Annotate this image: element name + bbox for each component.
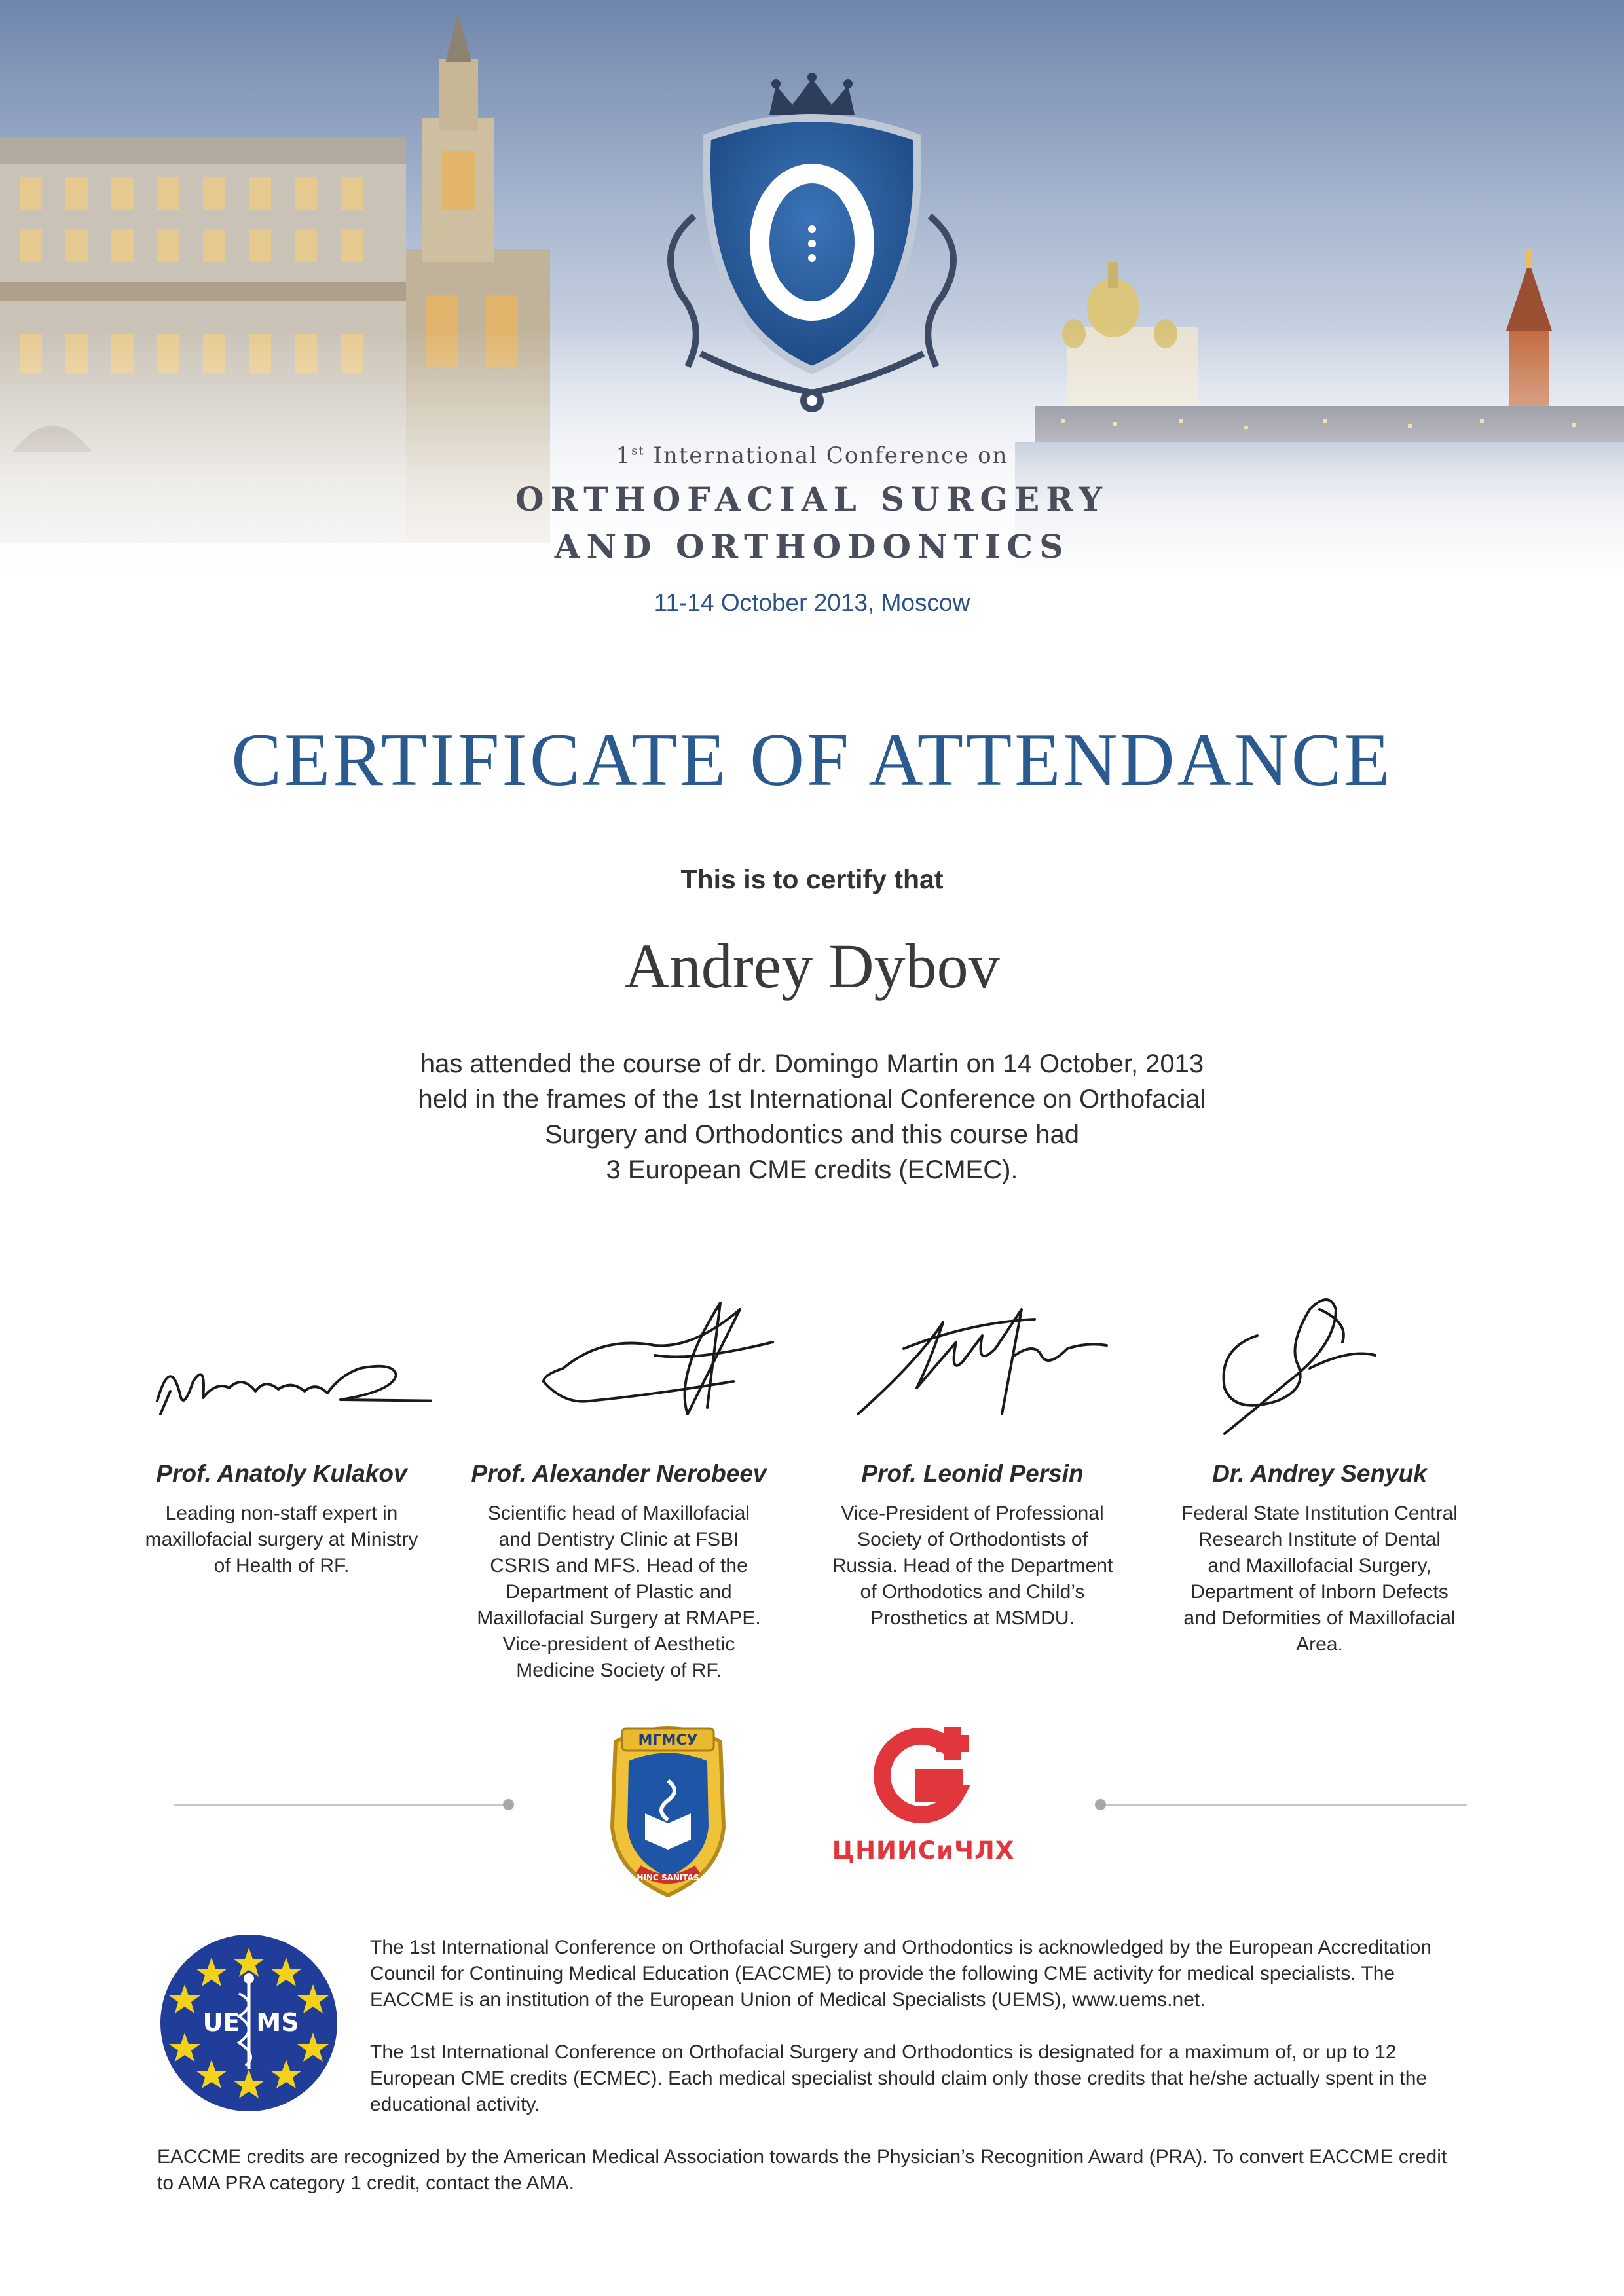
signatory-persin	[802, 1460, 1143, 1631]
msmdu-logo-top-text: МГМСУ	[638, 1732, 698, 1749]
description-line: Leading non-staff expert in	[165, 1503, 398, 1524]
conference-ordinal-suffix: st	[631, 444, 645, 458]
conference-intro-text: International Conference on	[653, 443, 1008, 469]
signature-nerobeev	[524, 1283, 812, 1440]
signatory-kulakov	[111, 1460, 452, 1579]
conference-ordinal: 1	[616, 443, 632, 469]
signature-senyuk	[1179, 1283, 1467, 1440]
footer-paragraph-2	[370, 2039, 1477, 2118]
description-line: Scientific head of Maxillofacial	[487, 1503, 750, 1524]
conference-title-line2: AND ORTHODONTICS	[554, 527, 1070, 566]
footer-line: The 1st International Conference on Orthofacial Surgery and Orthodontics is designated for a maximum of, or up to 12	[370, 2041, 1397, 2063]
description-line: Society of Orthodontists of	[857, 1529, 1088, 1550]
description-line: Medicine Society of RF.	[516, 1660, 722, 1681]
description-line: of Orthodotics and Child’s	[860, 1581, 1085, 1603]
footer-line: Council for Continuing Medical Education (EACCME) to provide the following CME activity for medical specialists. The	[370, 1963, 1395, 1984]
signatory-name: Prof. Alexander Nerobeev	[471, 1460, 767, 1487]
description-line: and Deformities of Maxillofacial	[1183, 1607, 1456, 1629]
description-line: Russia. Head of the Department	[832, 1555, 1113, 1576]
body-line: has attended the course of dr. Domingo Martin on 14 October, 2013	[420, 1049, 1204, 1078]
description-line: and Dentistry Clinic at FSBI	[498, 1529, 739, 1550]
description-line: of Health of RF.	[213, 1555, 350, 1576]
uems-logo-left-text: UE	[202, 2008, 240, 2037]
signatory-name: Prof. Leonid Persin	[861, 1460, 1084, 1487]
uems-logo-right-text: MS	[256, 2008, 299, 2037]
description-line: Federal State Institution Central	[1181, 1503, 1458, 1524]
signatory-nerobeev	[449, 1460, 789, 1684]
left-divider	[174, 1804, 507, 1806]
body-line: Surgery and Orthodontics and this course had	[544, 1120, 1080, 1149]
signature-kulakov	[144, 1283, 432, 1440]
description-line: Area.	[1296, 1633, 1343, 1655]
right-divider-dot	[1095, 1799, 1106, 1810]
signatory-name: Prof. Anatoly Kulakov	[156, 1460, 407, 1487]
footer-paragraph-3	[157, 2144, 1480, 2196]
signatory-name: Dr. Andrey Senyuk	[1212, 1460, 1427, 1487]
recipient-name: Andrey Dybov	[624, 931, 1000, 1001]
certificate-title: CERTIFICATE OF ATTENDANCE	[231, 718, 1393, 801]
cniis-logo	[871, 1722, 976, 1827]
footer-line: to AMA PRA category 1 credit, contact the AMA.	[157, 2172, 574, 2194]
left-divider-dot	[503, 1799, 514, 1810]
signatory-description	[1149, 1501, 1490, 1658]
footer-line: European CME credits (ECMEC). Each medical specialist should claim only those credits that he/she actually spent in the	[370, 2068, 1428, 2089]
footer-line: EACCME credits are recognized by the American Medical Association towards the Physician’s Recognition Award (PRA). To convert EACCME credit	[157, 2146, 1447, 2168]
certify-intro: This is to certify that	[680, 864, 944, 894]
description-line: and Maxillofacial Surgery,	[1208, 1555, 1431, 1576]
body-line: held in the frames of the 1st International Conference on Orthofacial	[418, 1085, 1206, 1114]
description-line: Department of Inborn Defects	[1190, 1581, 1449, 1603]
body-line: 3 European CME credits (ECMEC).	[606, 1156, 1018, 1184]
msmdu-logo-motto: HINC SANITAS	[637, 1873, 699, 1882]
conference-title-line1: ORTHOFACIAL SURGERY	[515, 480, 1109, 519]
description-line: maxillofacial surgery at Ministry	[145, 1529, 418, 1550]
signature-persin	[838, 1283, 1126, 1440]
signatory-senyuk	[1149, 1460, 1490, 1658]
footer-line: educational activity.	[370, 2094, 540, 2115]
cniis-label: ЦНИИСиЧЛХ	[832, 1836, 1015, 1865]
footer-paragraph-1	[370, 1935, 1477, 2013]
uems-logo	[157, 1931, 341, 2115]
conference-date: 11-14 October 2013, Moscow	[654, 589, 970, 616]
signatory-description	[111, 1501, 452, 1579]
footer-line: EACCME is an institution of the European Union of Medical Specialists (UEMS), www.uems.net.	[370, 1989, 1206, 2011]
description-line: Prosthetics at MSMDU.	[870, 1607, 1075, 1629]
description-line: Research Institute of Dental	[1198, 1529, 1441, 1550]
conference-intro	[0, 443, 1624, 469]
description-line: CSRIS and MFS. Head of the	[490, 1555, 748, 1576]
msmdu-logo	[602, 1715, 733, 1899]
description-line: Vice-president of Aesthetic	[502, 1633, 735, 1655]
right-divider	[1100, 1804, 1467, 1806]
certificate-body	[255, 1046, 1369, 1188]
description-line: Department of Plastic and	[506, 1581, 732, 1603]
footer-line: The 1st International Conference on Orthofacial Surgery and Orthodontics is acknowledged by the European Accreditation	[370, 1937, 1431, 1958]
description-line: Maxillofacial Surgery at RMAPE.	[477, 1607, 761, 1629]
description-line: Vice-President of Professional	[841, 1503, 1104, 1524]
signatory-description	[449, 1501, 789, 1684]
signatory-description	[802, 1501, 1143, 1631]
